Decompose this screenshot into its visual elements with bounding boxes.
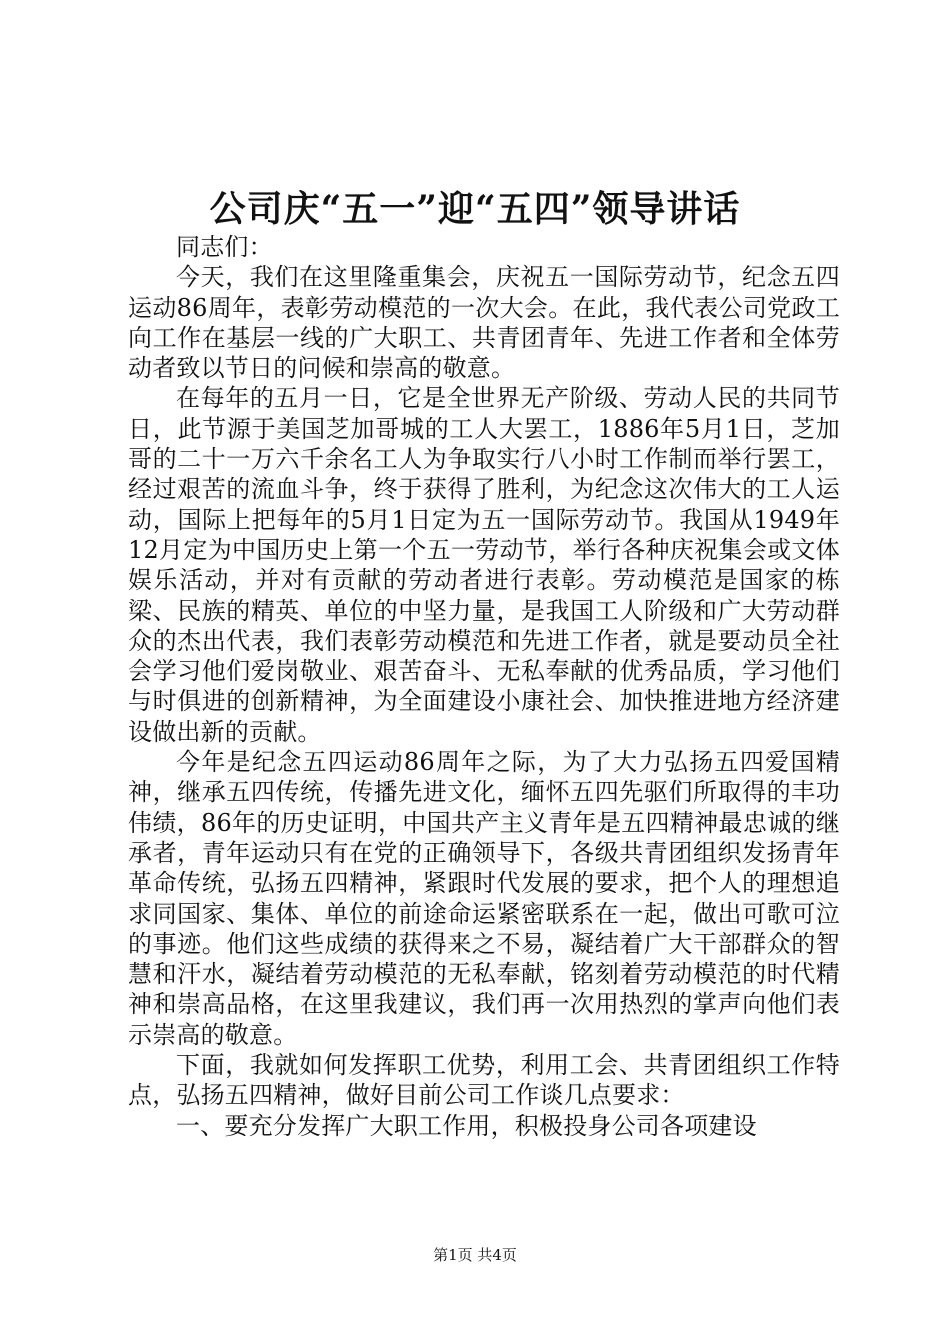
paragraph-requirements-intro: 下面，我就如何发挥职工优势，利用工会、共青团组织工作特点，弘扬五四精神，做好目前公司工作谈几点要求：	[128, 1051, 840, 1110]
paragraph-point-one: 一、要充分发挥广大职工作用，积极投身公司各项建设	[176, 1111, 757, 1140]
page-footer: 第1页 共4页	[433, 1246, 517, 1264]
paragraph-may-day-history: 在每年的五月一日，它是全世界无产阶级、劳动人民的共同节日，此节源于美国芝加哥城的工人大罢工，1886年5月1日，芝加哥的二十一万六千余名工人为争取实行八小时工作制而举行罢工，经过艰苦的流血斗争，终于获得了胜利，为纪念这次伟大的工人运动，国际上把每年的5月1日定为五一国际劳动节。我国从1949年12月定为中国历史上第一个五一劳动节，举行各种庆祝集会或文体娱乐活动，并对有贡献的劳动者进行表彰。劳动模范是国家的栋梁、民族的精英、单位的中坚力量，是我国工人阶级和广大劳动群众的杰出代表，我们表彰劳动模范和先进工作者，就是要动员全社会学习他们爱岗敬业、艰苦奋斗、无私奉献的优秀品质，学习他们与时俱进的创新精神，为全面建设小康社会、加快推进地方经济建设做出新的贡献。	[128, 384, 840, 746]
document-title: 公司庆“五一”迎“五四”领导讲话	[209, 188, 741, 230]
paragraph-may-fourth: 今年是纪念五四运动86周年之际，为了大力弘扬五四爱国精神，继承五四传统，传播先进文化，缅怀五四先驱们所取得的丰功伟绩，86年的历史证明，中国共产主义青年是五四精神最忠诚的继承者，青年运动只有在党的正确领导下，各级共青团组织发扬青年革命传统，弘扬五四精神，紧跟时代发展的要求，把个人的理想追求同国家、集体、单位的前途命运紧密联系在一起，做出可歌可泣的事迹。他们这些成绩的获得来之不易，凝结着广大干部群众的智慧和汗水，凝结着劳动模范的无私奉献，铭刻着劳动模范的时代精神和崇高品格，在这里我建议，我们再一次用热烈的掌声向他们表示崇高的敬意。	[128, 748, 840, 1049]
paragraph-opening: 今天，我们在这里隆重集会，庆祝五一国际劳动节，纪念五四运动86周年，表彰劳动模范的一次大会。在此，我代表公司党政工向工作在基层一线的广大职工、共青团青年、先进工作者和全体劳动者致以节日的问候和崇高的敬意。	[128, 263, 840, 383]
document-body	[128, 232, 840, 1141]
paragraph-salutation: 同志们：	[176, 233, 273, 261]
